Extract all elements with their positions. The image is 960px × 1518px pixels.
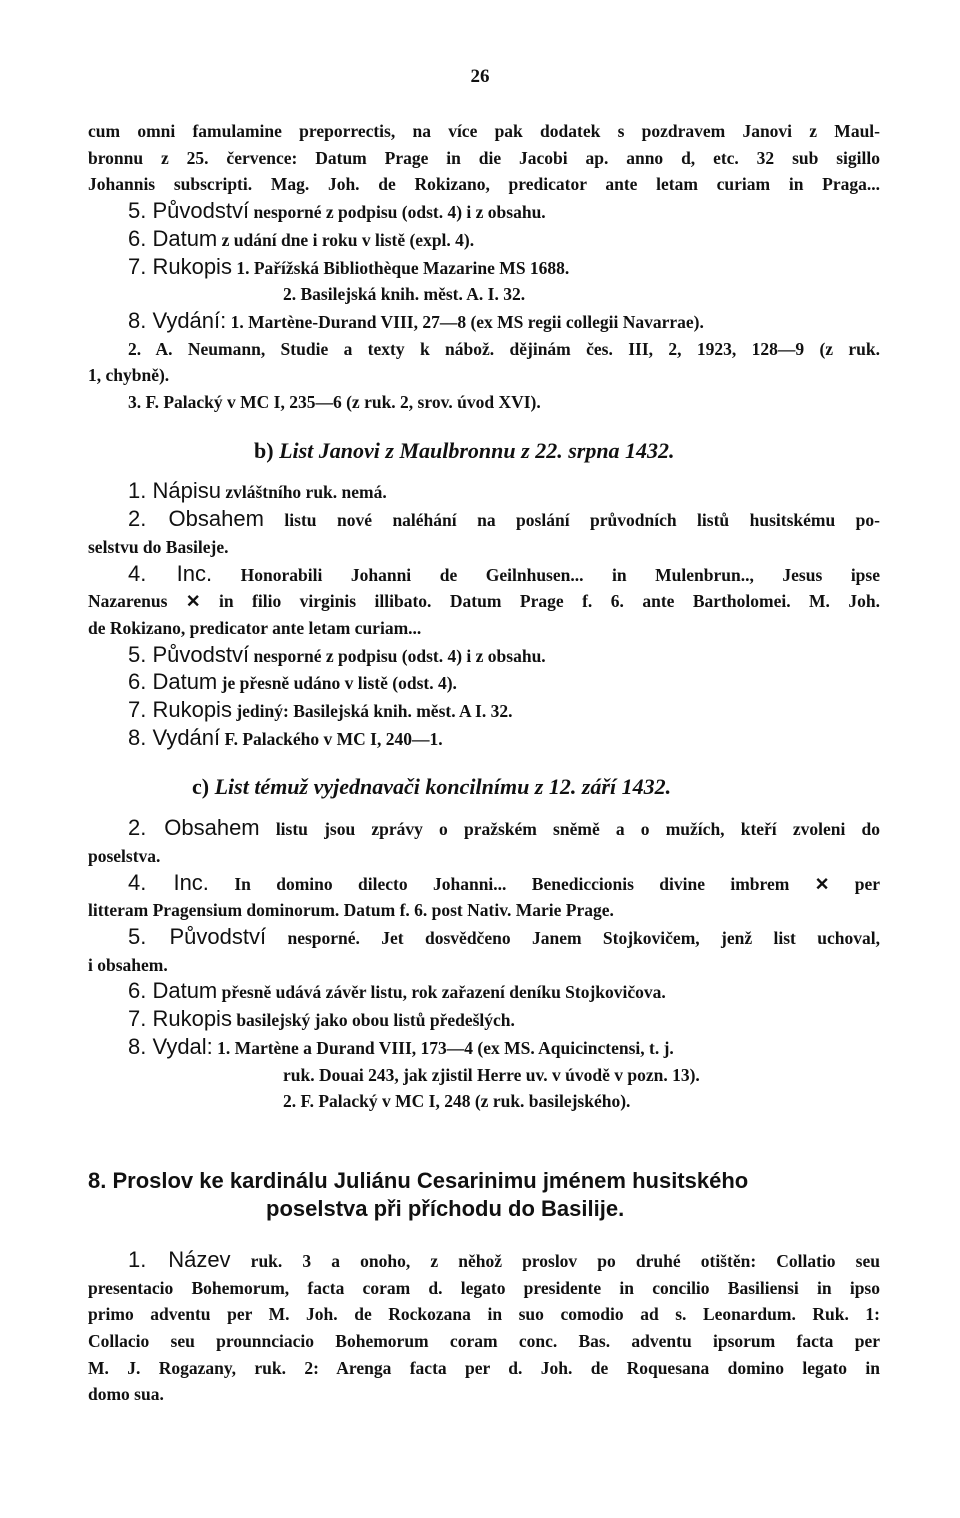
item-text: nesporné z podpisu (odst. 4) i z obsahu.	[249, 645, 546, 666]
item-heading: 8. Vydání	[128, 724, 221, 750]
subsection-label: c)	[192, 774, 210, 800]
item-line	[88, 478, 880, 506]
item-text: 1. Pařížská Bibliothèque Mazarine MS 1688.	[231, 257, 570, 278]
item-line	[88, 870, 880, 898]
item-heading: 8. Vydání:	[128, 307, 227, 333]
item-line	[88, 1247, 880, 1275]
item-line	[88, 978, 880, 1006]
text-line: bronnu z 25. července: Datum Prage in die Jacobi ap. anno d, etc. 32 sub sigillo	[88, 147, 880, 168]
section-heading: 8. Proslov ke kardinálu Juliánu Cesarinimu jménem husitského	[88, 1167, 749, 1193]
item-line	[88, 226, 880, 254]
text-line: presentacio Bohemorum, facta coram d. legato presidente in concilio Basiliensi in ipso	[88, 1277, 880, 1298]
item-line	[88, 815, 880, 843]
item-text: zvláštního ruk. nemá.	[220, 482, 387, 503]
item-line	[88, 1006, 880, 1034]
item-heading: 1. Nápisu	[128, 478, 221, 504]
text-line: 2. A. Neumann, Studie a texty k nábož. dějinám čes. III, 2, 1923, 128—9 (z ruk.	[128, 338, 880, 359]
item-text: ruk. 3 a onoho, z něhož proslov po druhé otištěn: Collatio seu	[230, 1250, 880, 1271]
item-text: F. Palackého v MC I, 240—1.	[220, 728, 443, 749]
item-text: listu nové naléhání na poslání průvodních listů husitskému po-	[263, 510, 880, 531]
item-heading: 5. Původství	[128, 923, 267, 949]
item-text: 1. Martène a Durand VIII, 173—4 (ex MS. Aquicinctensi, t. j.	[212, 1037, 674, 1058]
text-line: selstvu do Basileje.	[88, 536, 229, 557]
page-content	[88, 118, 880, 1408]
item-line	[88, 561, 880, 589]
subsection-title-b	[88, 438, 880, 465]
item-heading: 6. Datum	[128, 669, 218, 695]
text-line: 2. F. Palacký v MC I, 248 (z ruk. basilejského).	[283, 1091, 631, 1112]
item-text: nesporné. Jet dosvědčeno Janem Stojkovičem, jenž list uchoval,	[266, 927, 880, 948]
text-line: Nazarenus ✕ in filio virginis illibato. Datum Prage f. 6. ante Bartholomei. M. Joh.	[88, 591, 880, 612]
item-line	[88, 506, 880, 534]
item-heading: 2. Obsahem	[128, 506, 264, 532]
item-heading: 4. Inc.	[128, 869, 209, 895]
item-text: z udání dne i roku v listě (expl. 4).	[217, 229, 475, 250]
item-text: Honorabili Johanni de Geilnhusen... in Mulenbrun.., Jesus ipse	[212, 564, 880, 585]
page-number: 26	[470, 66, 490, 87]
item-heading: 8. Vydal:	[128, 1033, 213, 1059]
item-heading: 7. Rukopis	[128, 1006, 232, 1032]
item-heading: 5. Původství	[128, 198, 250, 224]
item-text: nesporné z podpisu (odst. 4) i z obsahu.	[249, 202, 546, 223]
item-heading: 2. Obsahem	[128, 815, 260, 841]
text-line: ruk. Douai 243, jak zjistil Herre uv. v úvodě v pozn. 13).	[283, 1064, 700, 1085]
text-line: M. J. Rogazany, ruk. 2: Arenga facta per d. Joh. de Roquesana domino legato in	[88, 1357, 880, 1378]
text-line: 1, chybně).	[88, 365, 170, 386]
subsection-title-text: List Janovi z Maulbronnu z 22. srpna 1432.	[273, 437, 675, 463]
subsection-title-c	[88, 774, 880, 801]
subsection-title-text: List témuž vyjednavači koncilnímu z 12. září 1432.	[209, 774, 672, 800]
text-line: 3. F. Palacký v MC I, 235—6 (z ruk. 2, srov. úvod XVI).	[128, 392, 541, 413]
item-heading: 7. Rukopis	[128, 253, 232, 279]
text-line: litteram Pragensium dominorum. Datum f. 6. post Nativ. Marie Prage.	[88, 900, 614, 921]
text-line: 2. Basilejská knih. měst. A. I. 32.	[283, 284, 526, 305]
text-line: primo adventu per M. Joh. de Rockozana in suo comodio ad s. Leonardum. Ruk. 1:	[88, 1304, 880, 1325]
item-line	[88, 924, 880, 952]
item-text: je přesně udáno v listě (odst. 4).	[217, 673, 457, 694]
item-line	[88, 254, 880, 282]
text-line: i obsahem.	[88, 954, 168, 975]
item-text: přesně udává závěr listu, rok zařazení deníku Stojkovičova.	[217, 982, 666, 1003]
item-line	[88, 308, 880, 336]
text-line: domo sua.	[88, 1384, 164, 1405]
item-heading: 1. Název	[128, 1246, 231, 1272]
subsection-label: b)	[254, 437, 274, 463]
item-text: basilejský jako obou listů předešlých.	[231, 1010, 515, 1031]
item-heading: 6. Datum	[128, 978, 218, 1004]
text-line: Collacio seu prounnciacio Bohemorum coram conc. Bas. adventu ipsorum facta per	[88, 1331, 880, 1352]
text-line: poselstva.	[88, 845, 161, 866]
item-line	[88, 1034, 880, 1062]
text-line: Johannis subscripti. Mag. Joh. de Rokizano, predicator ante letam curiam in Praga...	[88, 174, 880, 195]
item-line	[88, 198, 880, 226]
item-heading: 7. Rukopis	[128, 697, 232, 723]
item-line	[88, 725, 880, 753]
item-line	[88, 642, 880, 670]
section-heading: poselstva při příchodu do Basilije.	[266, 1195, 625, 1221]
item-text: listu jsou zprávy o pražském sněmě a o mužích, kteří zvoleni do	[259, 819, 880, 840]
item-line	[88, 669, 880, 697]
item-text: In domino dilecto Johanni... Benediccionis divine imbrem ✕ per	[208, 873, 880, 894]
item-heading: 4. Inc.	[128, 560, 213, 586]
item-line	[88, 697, 880, 725]
item-heading: 5. Původství	[128, 641, 250, 667]
item-text: jediný: Basilejská knih. měst. A I. 32.	[231, 701, 513, 722]
item-text: 1. Martène-Durand VIII, 27—8 (ex MS regii collegii Navarrae).	[226, 311, 704, 332]
text-line: de Rokizano, predicator ante letam curiam...	[88, 617, 422, 638]
item-heading: 6. Datum	[128, 225, 218, 251]
text-line: cum omni famulamine preporrectis, na více pak dodatek s pozdravem Janovi z Maul-	[88, 121, 880, 141]
